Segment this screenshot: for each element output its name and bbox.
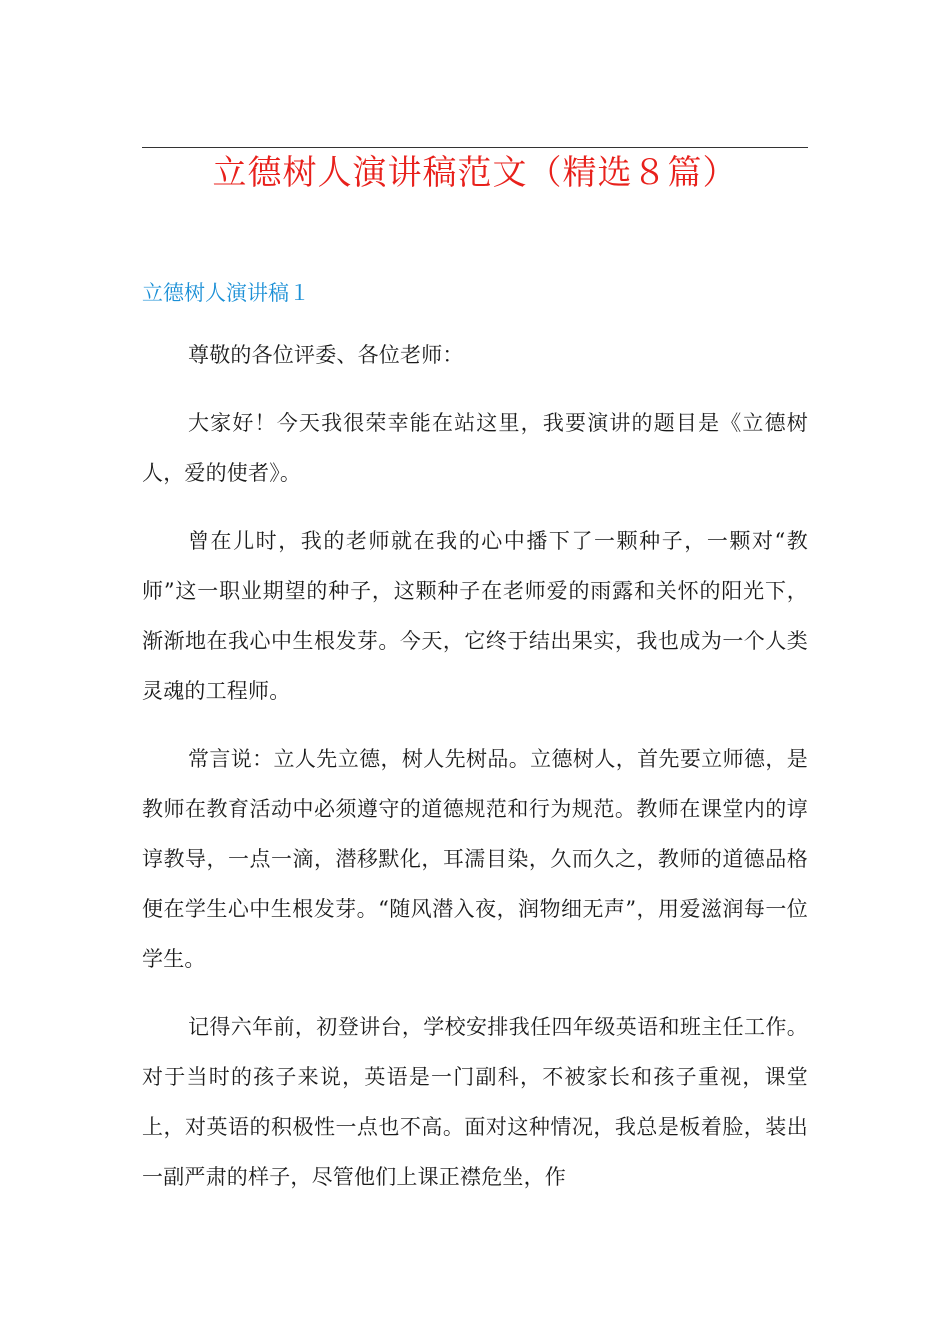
paragraph-six-years-ago: 记得六年前，初登讲台，学校安排我任四年级英语和班主任工作。对于当时的孩子来说，英语是一门副科，不被家长和孩子重视，课堂上，对英语的积极性一点也不高。面对这种情况，我总是板着脸，装出一副严肃的样子，尽管他们上课正襟危坐，作 bbox=[142, 1015, 808, 1189]
paragraph-greeting: 大家好！今天我很荣幸能在站这里，我要演讲的题目是《立德树人，爱的使者》。 bbox=[142, 411, 808, 485]
paragraph-salutation: 尊敬的各位评委、各位老师： bbox=[188, 343, 464, 367]
paragraph-teacher-ethics: 常言说：立人先立德，树人先树品。立德树人，首先要立师德，是教师在教育活动中必须遵守的道德规范和行为规范。教师在课堂内的谆谆教导，一点一滴，潜移默化，耳濡目染，久而久之，教师的道德品格便在学生心中生根发芽。“随风潜入夜，润物细无声”，用爱滋润每一位学生。 bbox=[142, 747, 808, 971]
document-body bbox=[142, 330, 808, 1220]
document-title: 立德树人演讲稿范文（精选８篇） bbox=[212, 153, 738, 193]
paragraph-childhood: 曾在儿时，我的老师就在我的心中播下了一颗种子，一颗对“教师”这一职业期望的种子，这颗种子在老师爱的雨露和关怀的阳光下，渐渐地在我心中生根发芽。今天，它终于结出果实，我也成为一个人类灵魂的工程师。 bbox=[142, 529, 808, 703]
section-heading: 立德树人演讲稿１ bbox=[142, 281, 310, 305]
